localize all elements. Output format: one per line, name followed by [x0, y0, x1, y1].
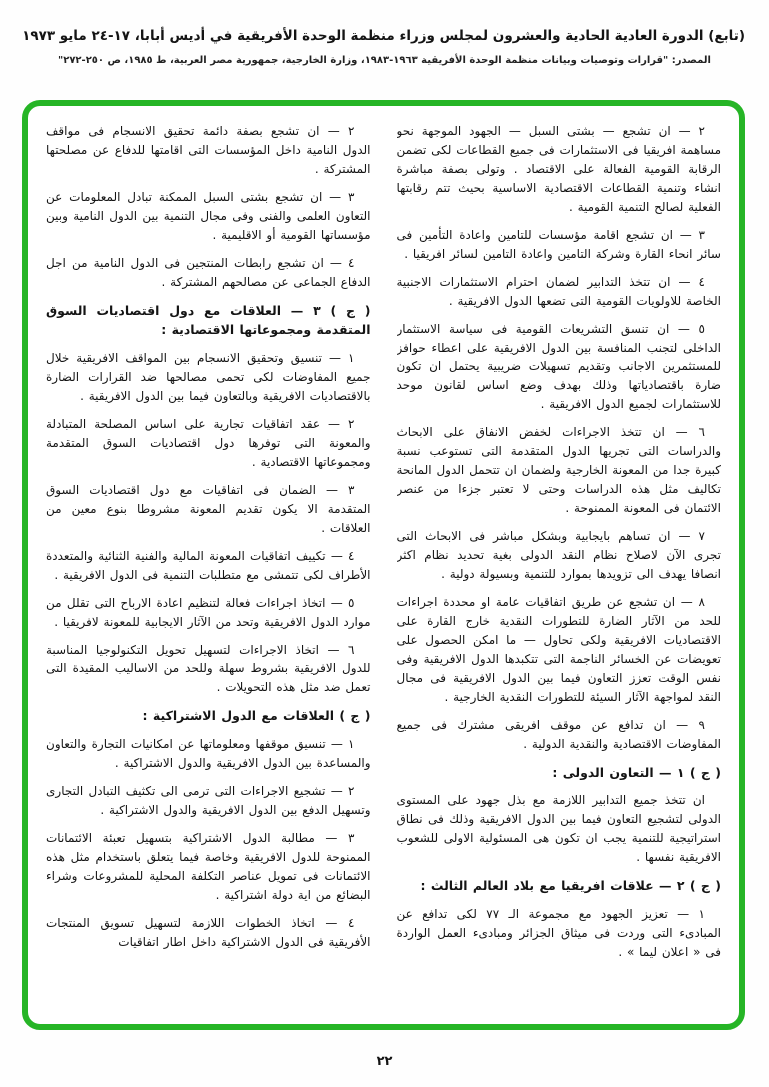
- section-heading: ( ج ) ١ — التعاون الدولى :: [552, 764, 721, 780]
- paragraph: ٣ — ان تشجع بشتى السبل الممكنة تبادل المعلومات عن التعاون العلمى والفنى وفى مجال التنمية بين الدول النامية وبين مؤسساتها القومية أو الاقليمية .: [46, 189, 371, 242]
- paragraph: ٩ — ان تدافع عن موقف افريقى مشترك فى جميع المفاوضات الاقتصادية والنقدية الدولية .: [396, 717, 721, 751]
- paragraph: ٢ — عقد اتفاقيات تجارية على اساس المصلحة المتبادلة والمعونة التى توفرها دول اقتصاديات السوق المتقدمة ومجموعاتها الاقتصادية .: [46, 416, 371, 469]
- paragraph: ١ — تعزيز الجهود مع مجموعة الـ ٧٧ لكى تدافع عن المبادىء التى وردت فى ميثاق الجزائر ومبادىء العمل الواردة فى « اعلان ليما » .: [396, 906, 721, 959]
- paragraph: ٨ — ان تشجع عن طريق اتفاقيات عامة او محددة اجراءات للحد من الآثار الضارة للتطورات النقدية خارج القارة على الاقتصاديات الافريقية ولكى تحاول — ما امكن الحصول على تعويضات عن الخسائر الناجمة التى تتكبدها الدول الافريقية وفى نفس الوقت تعزز التعاون فيما بين الدول الافريقية فى مجال النقد لمواجهة الآثار السيئة للتطورات النقدية الخارجية .: [396, 594, 721, 704]
- paragraph: ٤ — ان تتخذ التدابير لضمان احترام الاستثمارات الاجنبية الخاصة للاولويات القومية التى تضعها الدول الافريقية .: [396, 274, 721, 308]
- paragraph: ٢ — ان تشجع — بشتى السبل — الجهود الموجهة نحو مساهمة افريقيا فى الاستثمارات فى جميع القطاعات لكى تضمن الرقابة القومية الفعالة على الاقتصاد . وتولى بصفة مباشرة انشاء وتنمية القطاعات الاقتصادية الاساسية بحيث تتم رقابتها الفعلية لصالح التنمية القومية .: [396, 124, 721, 214]
- paragraph: ٣ — مطالبة الدول الاشتراكية بتسهيل تعبئة الائتمانات الممنوحة للدول الافريقية وخاصة فيما يتعلق باستخدام مثل هذه الائتمانات فى تمويل عناصر التكلفة المحلية للمشروعات وشراء البضائع من اية دولة اشتراكية .: [46, 830, 371, 902]
- column-left: [46, 122, 371, 1012]
- paragraph: ٥ — اتخاذ اجراءات فعالة لتنظيم اعادة الارباح التى تقلل من موارد الدول الافريقية وتحد من الآثار الايجابية للمعونة لافريقيا .: [46, 595, 371, 629]
- paragraph: ٣ — ان تشجع اقامة مؤسسات للتامين واعادة التأمين فى سائر انحاء القارة وشركة التامين واعادة التامين لسائر افريقيا .: [396, 227, 721, 261]
- document-title: (تابع) الدورة العادية الحادية والعشرون لمجلس وزراء منظمة الوحدة الأفريقية في أديس أبابا، ١٧-٢٤ مايو ١٩٧٣: [22, 28, 745, 44]
- paragraph: ان تتخذ جميع التدابير اللازمة مع بذل جهود على المستوى الدولى لتشجيع التعاون فيما بين الدول الافريقية وذلك فى نطاق استراتيجية للتنمية يجب ان تكون هى المسئولية الاولى للشعوب الافريقية نفسها .: [396, 793, 721, 865]
- column-right: [397, 122, 722, 1012]
- paragraph: ٦ — ان تتخذ الاجراءات لخفض الانفاق على الابحاث والدراسات التى تجريها الدول المتقدمة التى تستوعب نسبة كبيرة جدا من المعونة الخارجية ولضمان ان تتحمل الدول المانحة تكاليف مثل هذه الدراسات وحتى لا تعتبر جزءا من عنصر الائتمان فى المعونة الممنوحة .: [396, 425, 721, 516]
- source-citation: المصدر: "قرارات وتوصيات وبيانات منظمة الوحدة الأفريقية ١٩٦٣-١٩٨٣، وزارة الخارجية، جمهورية مصر العربية، ط ١٩٨٥، ص ٢٥٠-٢٧٢": [58, 55, 711, 67]
- paragraph: ٢ — تشجيع الاجراءات التى ترمى الى تكثيف التبادل التجارى وتسهيل الدفع بين الدول الافريقية والدول الاشتراكية .: [46, 784, 371, 817]
- paragraph: ٤ — ان تشجع رابطات المنتجين فى الدول النامية من اجل الدفاع الجماعى عن مصالحهم المشتركة .: [46, 255, 371, 289]
- page-number: ٢٢: [376, 1054, 393, 1069]
- content-frame: [22, 100, 745, 1030]
- paragraph: ٤ — اتخاذ الخطوات اللازمة لتسهيل تسويق المنتجات الأفريقية فى الدول الاشتراكية داخل اطار اتفاقيات: [46, 915, 371, 949]
- paragraph: ٣ — الضمان فى اتفاقيات مع دول اقتصاديات السوق المتقدمة الا يكون تقديم المعونة مشروطا بنوع معين من العلاقات .: [46, 482, 371, 535]
- section-heading: ( ج ) العلاقات مع الدول الاشتراكية :: [142, 708, 371, 724]
- paragraph: ٧ — ان تساهم بايجابية وبشكل مباشر فى الابحاث التى تجرى الآن لاصلاح نظام النقد الدولى بغية تحديد نظام اكثر انصافا يهدف الى تزويدها بموارد للتنمية وبسيولة دولية .: [396, 529, 721, 582]
- paragraph: ٦ — اتخاذ الاجراءات لتسهيل تحويل التكنولوجيا المناسبة للدول الافريقية بشروط سهلة وللحد من الاساليب المقيدة التى تعمل ضد مثل هذه التحويلات .: [46, 642, 371, 695]
- paragraph: ٤ — تكييف اتفاقيات المعونة المالية والفنية الثنائية والمتعددة الأطراف لكى تتمشى مع متطلبات التنمية فى الدول الافريقية .: [46, 548, 371, 582]
- page-header: [24, 26, 745, 66]
- section-heading: ( ج ) ٣ — العلاقات مع دول اقتصاديات السوق المتقدمة ومجموعاتها الاقتصادية :: [46, 302, 371, 338]
- two-column-layout: [46, 122, 721, 1012]
- paragraph: ١ — تنسيق وتحقيق الانسجام بين المواقف الافريقية خلال جميع المفاوضات لكى تحمى مصالحها ضد القرارات الضارة بالاقتصاديات الافريقية وبالتعاون فيما بين الدول الافريقية .: [46, 351, 371, 404]
- paragraph: ٢ — ان تشجع بصفة دائمة تحقيق الانسجام فى مواقف الدول النامية داخل المؤسسات التى اقامتها للدفاع عن مصلحتها المشتركة .: [46, 124, 371, 176]
- section-heading: ( ج ) ٢ — علاقات افريقيا مع بلاد العالم الثالث :: [420, 878, 721, 894]
- paragraph: ٥ — ان تنسق التشريعات القومية فى سياسة الاستثمار الداخلى لتجنب المنافسة بين الدول الافريقية على اعطاء حوافز للمستثمرين الاجانب وتقديم تسهيلات ضريبية يحتمل ان تكون ضارة باقتصادياتها وذلك بهدف وضع اساس لقانون موحد للاستثمارات لجميع الدول الافريقية .: [396, 321, 721, 412]
- paragraph: ١ — تنسيق موقفها ومعلوماتها عن امكانيات التجارة والتعاون والمساعدة بين الدول الافريقية والدول الاشتراكية .: [46, 737, 371, 771]
